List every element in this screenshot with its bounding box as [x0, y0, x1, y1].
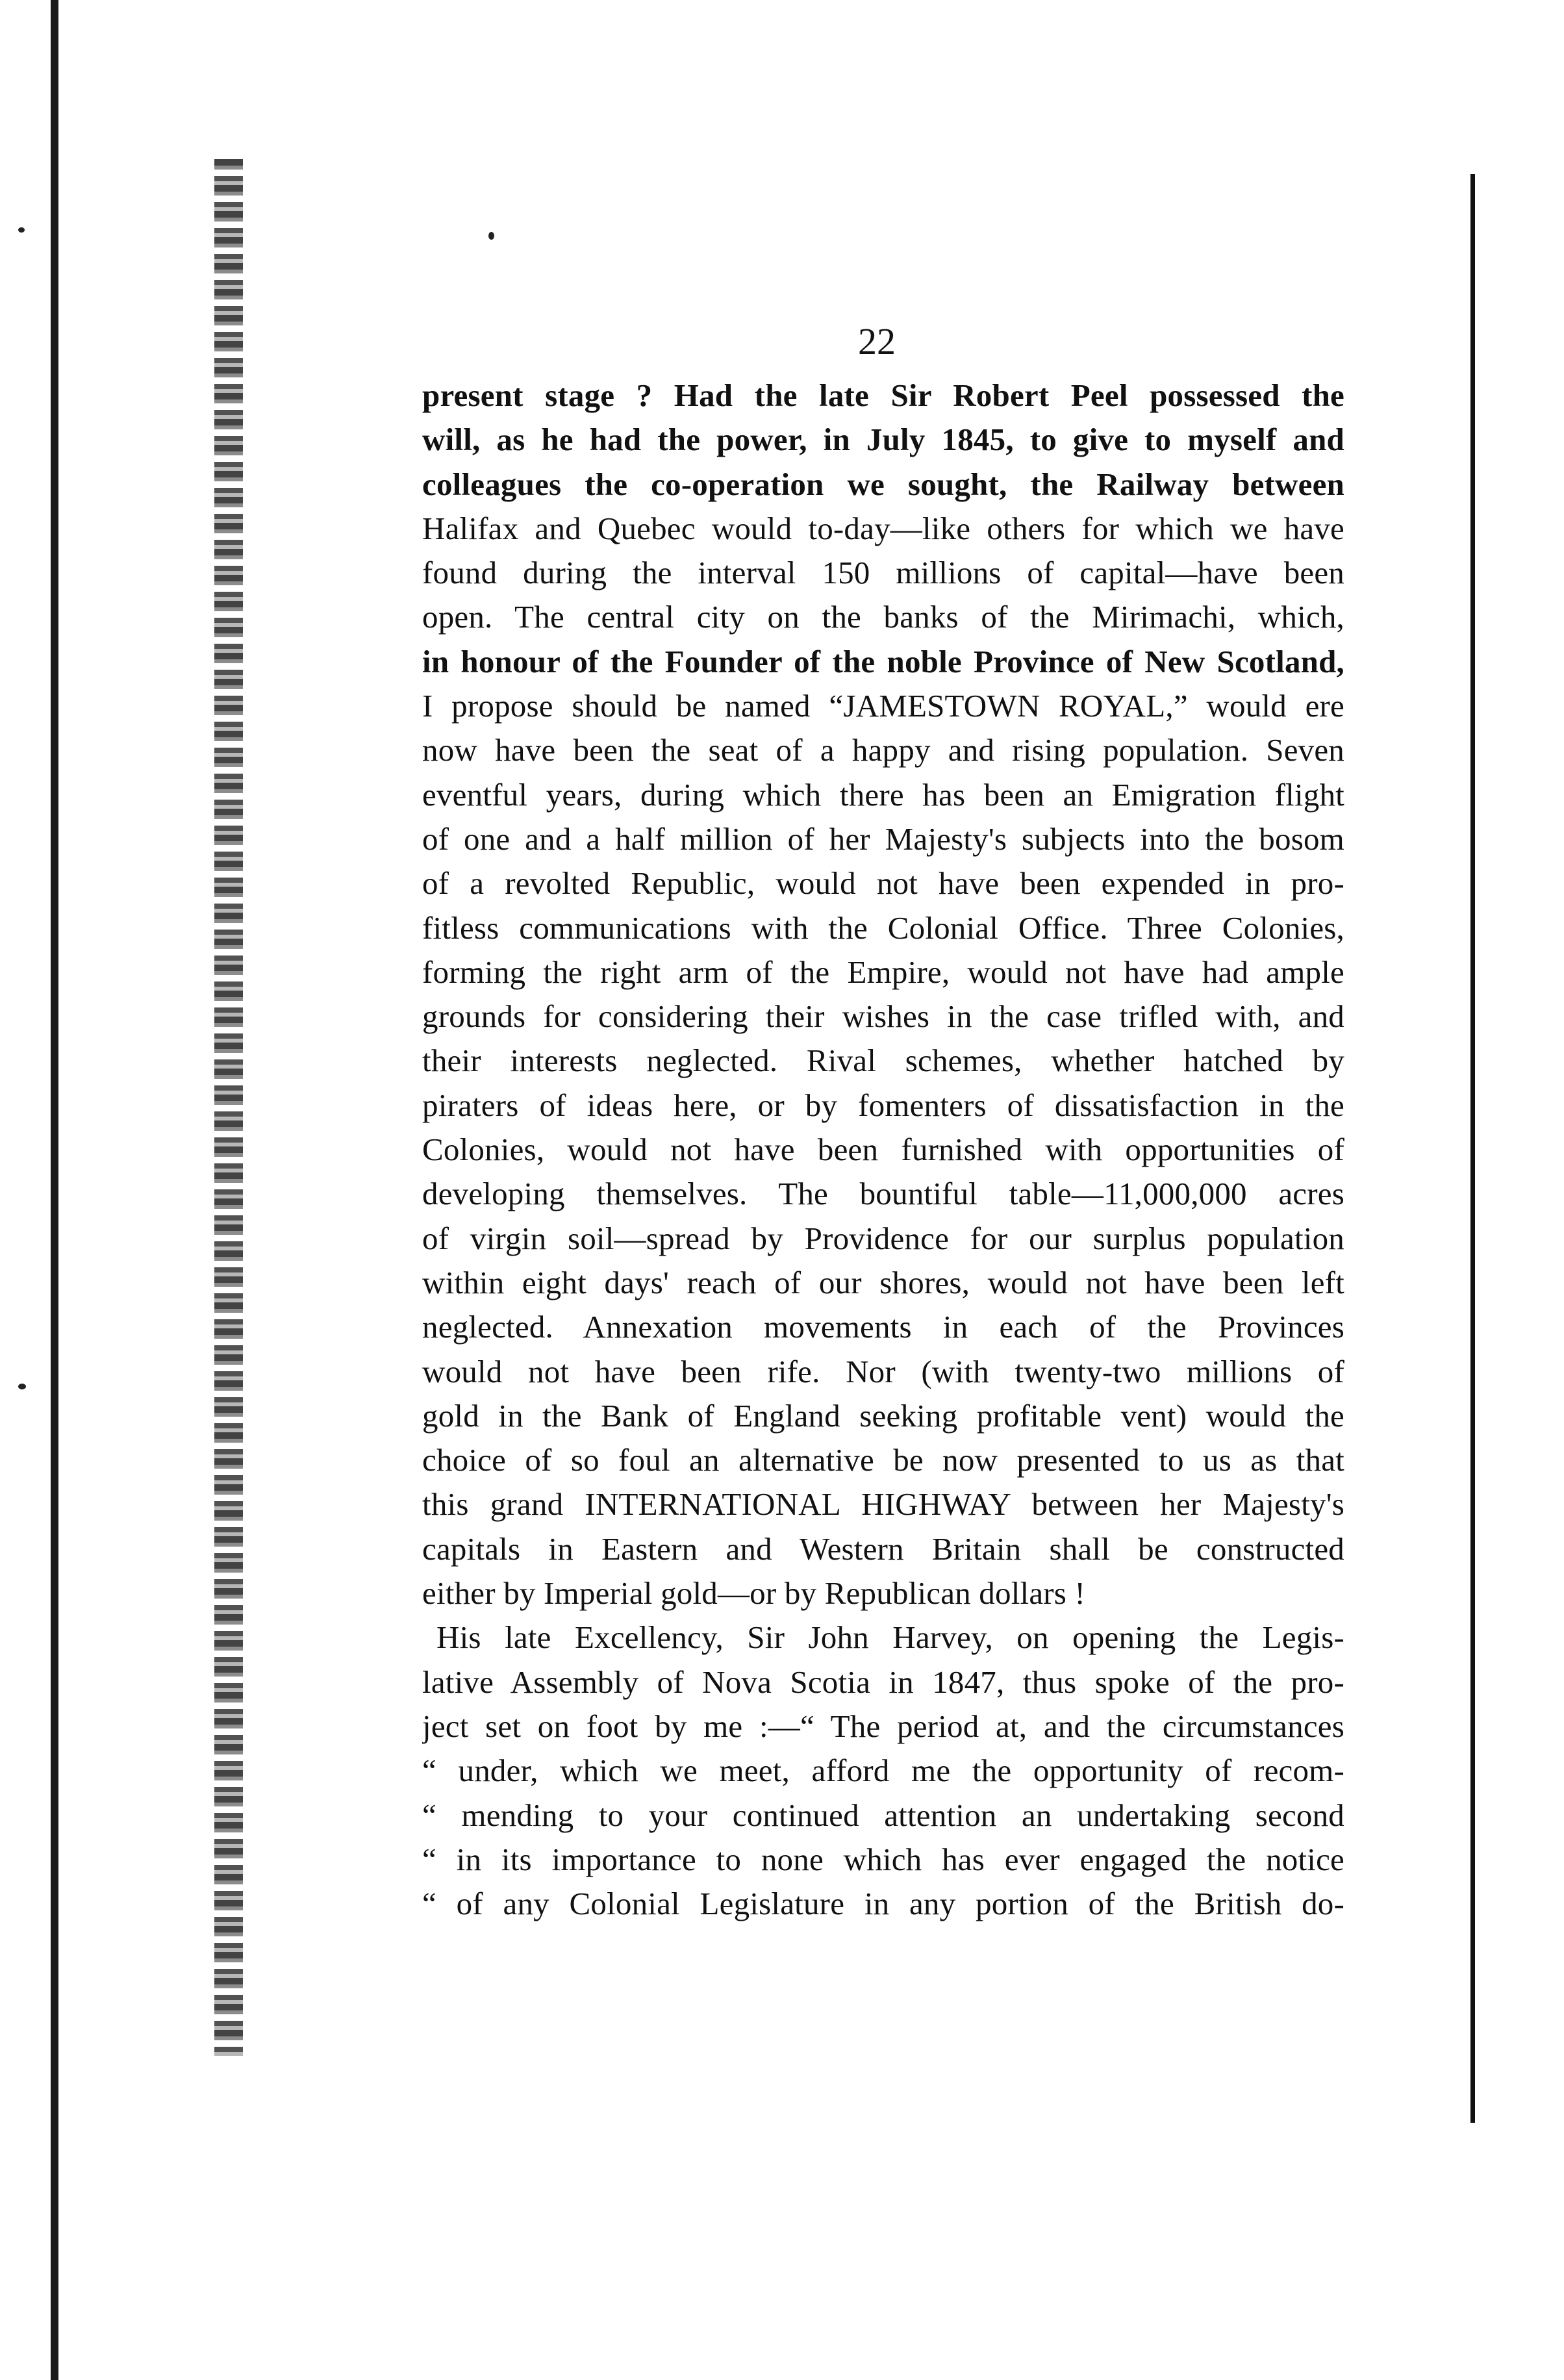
text-line: neglected. Annexation movements in each of the Provinces — [422, 1309, 1344, 1345]
body-text — [422, 373, 1344, 1926]
text-line: of a revolted Republic, would not have been expended in pro- — [422, 865, 1344, 902]
text-line: within eight days' reach of our shores, would not have been left — [422, 1264, 1344, 1300]
scan-speck — [18, 1384, 26, 1389]
text-line: Colonies, would not have been furnished with opportunities of — [422, 1132, 1344, 1168]
text-line: open. The central city on the banks of the Mirimachi, which, — [422, 599, 1344, 635]
text-line: I propose should be named “JAMESTOWN ROYAL,” would ere — [422, 688, 1344, 724]
text-line: “ of any Colonial Legislature in any portion of the British do- — [422, 1886, 1344, 1922]
scan-speck — [18, 227, 25, 233]
text-line: lative Assembly of Nova Scotia in 1847, thus spoke of the pro- — [422, 1664, 1344, 1700]
text-line: of virgin soil—spread by Providence for our surplus population — [422, 1220, 1344, 1256]
binding-shadow — [214, 159, 243, 2056]
text-line: Halifax and Quebec would to-day—like others for which we have — [422, 510, 1344, 546]
text-line: in honour of the Founder of the noble Province of New Scotland, — [422, 643, 1344, 679]
text-line: ject set on foot by me :—“ The period at, and the circumstances — [422, 1708, 1344, 1744]
text-line: would not have been rife. Nor (with twenty-two millions of — [422, 1353, 1344, 1389]
text-line: their interests neglected. Rival schemes, whether hatched by — [422, 1043, 1344, 1079]
text-line: piraters of ideas here, or by fomenters of dissatisfaction in the — [422, 1087, 1344, 1123]
text-line: His late Excellency, Sir John Harvey, on opening the Legis- — [436, 1619, 1344, 1656]
text-line: fitless communications with the Colonial Office. Three Colonies, — [422, 909, 1344, 946]
text-line: forming the right arm of the Empire, would not have had ample — [422, 954, 1344, 990]
scan-speck — [488, 232, 494, 240]
page-number: 22 — [858, 320, 896, 362]
text-line: will, as he had the power, in July 1845, to give to myself and — [422, 422, 1344, 458]
text-line: found during the interval 150 millions of capital—have been — [422, 555, 1344, 591]
text-line: gold in the Bank of England seeking profitable vent) would the — [422, 1397, 1344, 1434]
text-line: capitals in Eastern and Western Britain shall be constructed — [422, 1530, 1344, 1567]
paragraph — [422, 373, 1344, 1615]
paragraph — [422, 1615, 1344, 1926]
text-line: eventful years, during which there has been an Emigration flight — [422, 776, 1344, 813]
text-line: developing themselves. The bountiful table—11,000,000 acres — [422, 1176, 1344, 1212]
text-line: “ in its importance to none which has ever engaged the notice — [422, 1841, 1344, 1877]
text-line: present stage ? Had the late Sir Robert Peel possessed the — [422, 377, 1344, 413]
scan-edge-left — [51, 0, 58, 2380]
text-line: grounds for considering their wishes in the case trifled with, and — [422, 998, 1344, 1035]
text-line: “ under, which we meet, afford me the opportunity of recom- — [422, 1753, 1344, 1789]
text-line: colleagues the co-operation we sought, the Railway between — [422, 466, 1344, 502]
text-line: this grand INTERNATIONAL HIGHWAY between her Majesty's — [422, 1486, 1344, 1523]
scan-rule-right — [1470, 174, 1475, 2123]
text-line: either by Imperial gold—or by Republican dollars ! — [422, 1575, 1086, 1612]
text-line: now have been the seat of a happy and rising population. Seven — [422, 732, 1344, 768]
text-line: of one and a half million of her Majesty's subjects into the bosom — [422, 820, 1344, 857]
text-line: “ mending to your continued attention an undertaking second — [422, 1797, 1344, 1833]
text-line: choice of so foul an alternative be now presented to us as that — [422, 1442, 1344, 1478]
